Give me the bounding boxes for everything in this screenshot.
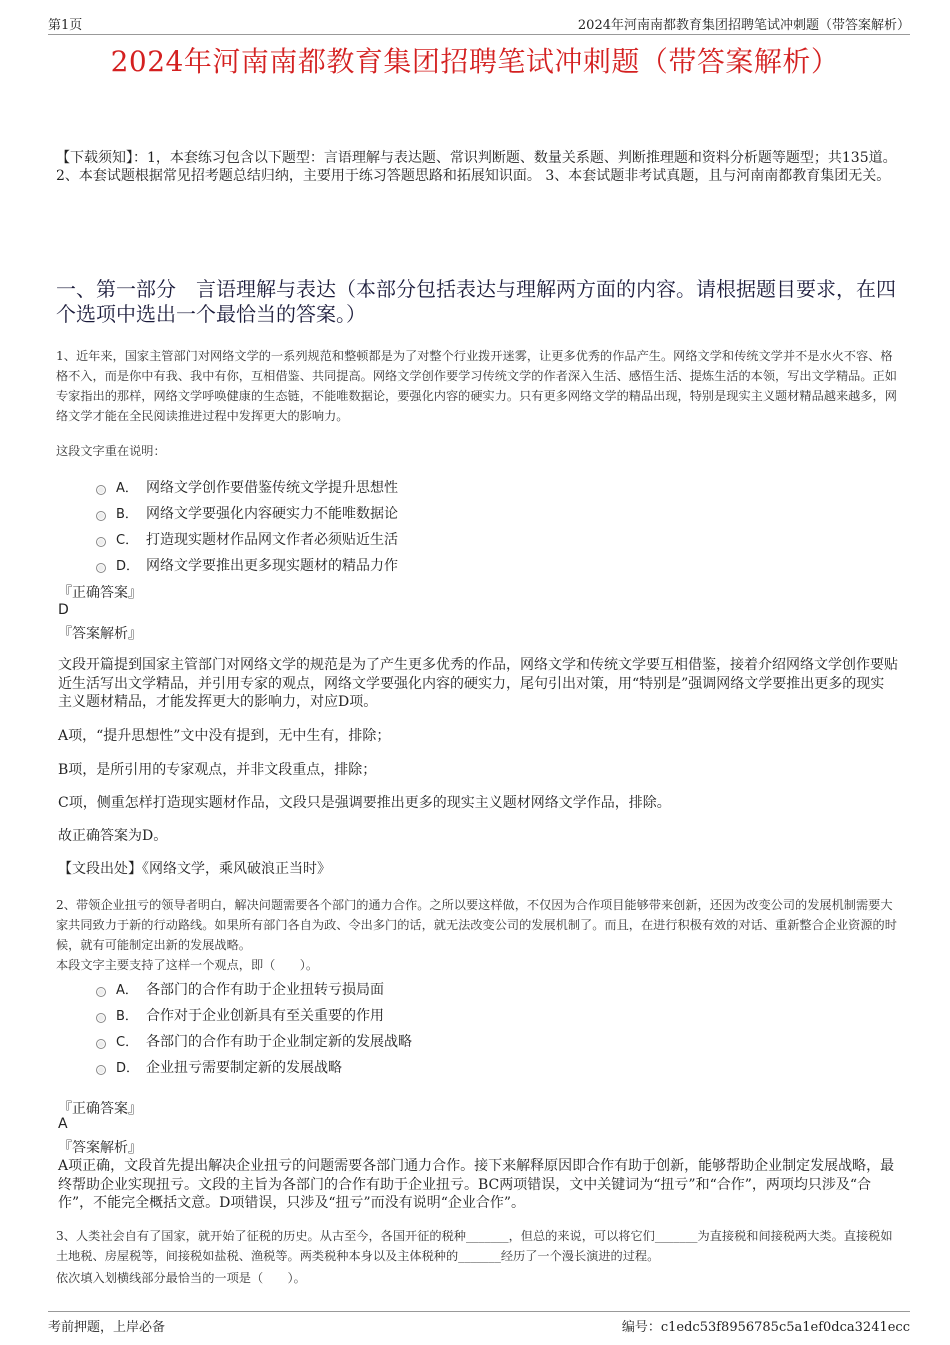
- header-doc-title: 2024年河南南都教育集团招聘笔试冲刺题（带答案解析）: [577, 18, 910, 33]
- radio-icon[interactable]: [96, 1013, 106, 1023]
- question-2-option-a[interactable]: A． 各部门的合作有助于企业扭转亏损局面: [96, 979, 384, 999]
- question-1-analysis-a: A项，“提升思想性”文中没有提到，无中生有，排除；: [58, 728, 391, 744]
- question-1-answer: D: [58, 602, 69, 618]
- question-1-analysis-label: 『答案解析』: [58, 626, 142, 642]
- footer-slogan: 考前押题，上岸必备: [48, 1320, 166, 1335]
- download-notice: 【下载须知】：1，本套练习包含以下题型：言语理解与表达题、常识判断题、数量关系题、判断推理题和资料分析题等题型；共135道。 2、本套试题根据常见招考题总结归纳，主要用于练习答题思路和拓展知识面。 3、本套试题非考试真题，且与河南南都教育集团无关。: [56, 150, 897, 184]
- radio-icon[interactable]: [96, 1065, 106, 1075]
- question-1-stem: 1、近年来，国家主管部门对网络文学的一系列规范和整顿都是为了对整个行业拨开迷雾，让更多优秀的作品产生。网络文学和传统文学并不是水火不容、格格不入，而是你中有我、我中有你，互相借鉴、共同提高。网络文学创作要学习传统文学的作者深入生活、感悟生活、提炼生活的本领，写出文学精品。正如专家指出的那样，网络文学呼唤健康的生态链，不能唯数据论，要强化内容的硬实力。只有更多网络文学的精品出现，特别是现实主义题材精品越来越多，网络文学才能在全民阅读推进过程中发挥更大的影响力。: [56, 349, 897, 423]
- question-2-answer-label: 『正确答案』: [58, 1101, 142, 1117]
- question-2-stem: 2、带领企业扭亏的领导者明白，解决问题需要各个部门的通力合作。之所以要这样做，不仅因为合作项目能够带来创新，还因为改变公司的发展机制需要大家共同致力于新的行动路线。如果所有部门各自为政、令出多门的话，就无法改变公司的发展机制了。而且，在进行积极有效的对话、重新整合企业资源的时候，就有可能制定出新的发展战略。: [56, 898, 897, 952]
- section-heading: 一、第一部分 言语理解与表达（本部分包括表达与理解两方面的内容。请根据题目要求，在四个选项中选出一个最恰当的答案。）: [56, 277, 896, 326]
- question-2-analysis-label: 『答案解析』: [58, 1140, 142, 1156]
- question-1-conclusion: 故正确答案为D。: [58, 828, 168, 844]
- question-1-prompt: 这段文字重在说明：: [56, 444, 166, 458]
- radio-icon[interactable]: [96, 537, 106, 547]
- question-1-analysis-c: C项，侧重怎样打造现实题材作品，文段只是强调要推出更多的现实主义题材网络文学作品，排除。: [58, 795, 671, 811]
- question-3-prompt: 依次填入划横线部分最恰当的一项是（ ）。: [56, 1271, 306, 1285]
- radio-icon[interactable]: [96, 1039, 106, 1049]
- question-1-option-b[interactable]: B． 网络文学要强化内容硬实力不能唯数据论: [96, 503, 398, 523]
- question-1-source: 【文段出处】《网络文学，乘风破浪正当时》: [58, 861, 331, 877]
- question-1-option-c[interactable]: C． 打造现实题材作品网文作者必须贴近生活: [96, 529, 398, 549]
- page-header: [48, 14, 910, 35]
- radio-icon[interactable]: [96, 511, 106, 521]
- question-1-answer-label: 『正确答案』: [58, 585, 142, 601]
- question-2-answer: A: [58, 1116, 68, 1132]
- page-footer: [48, 1311, 910, 1334]
- question-2-option-d[interactable]: D． 企业扭亏需要制定新的发展战略: [96, 1057, 342, 1077]
- question-3-stem: 3、人类社会自有了国家，就开始了征税的历史。从古至今，各国开征的税种_______，但总的来说，可以将它们_______为直接税和间接税两大类。直接税如土地税、房屋税等，间接税如盐税、渔税等。两类税种本身以及主体税种的_______经历了一个漫长演进的过程。: [56, 1229, 893, 1263]
- question-1-option-a[interactable]: A． 网络文学创作要借鉴传统文学提升思想性: [96, 477, 398, 497]
- radio-icon[interactable]: [96, 563, 106, 573]
- document-title: 2024年河南南都教育集团招聘笔试冲刺题（带答案解析）: [110, 45, 840, 78]
- question-2-analysis: A项正确，文段首先提出解决企业扭亏的问题需要各部门通力合作。接下来解释原因即合作有助于创新，能够帮助企业制定发展战略，最终帮助企业实现扭亏。文段的主旨为各部门的合作有助于企业扭亏。BC两项错误，文中关键词为“扭亏”和“合作”，两项均只涉及“合作”，不能完全概括文意。D项错误，只涉及“扭亏”而没有说明“企业合作”。: [58, 1158, 895, 1211]
- question-1-analysis-b: B项，是所引用的专家观点，并非文段重点，排除；: [58, 762, 377, 778]
- radio-icon[interactable]: [96, 485, 106, 495]
- question-2-option-b[interactable]: B． 合作对于企业创新具有至关重要的作用: [96, 1005, 384, 1025]
- page-number: 第1页: [48, 18, 83, 33]
- radio-icon[interactable]: [96, 987, 106, 997]
- question-2-option-c[interactable]: C． 各部门的合作有助于企业制定新的发展战略: [96, 1031, 412, 1051]
- question-1-analysis-main: 文段开篇提到国家主管部门对网络文学的规范是为了产生更多优秀的作品，网络文学和传统文学要互相借鉴，接着介绍网络文学创作要贴近生活写出文学精品，并引用专家的观点，网络文学要强化内容的硬实力，尾句引出对策，用“特别是”强调网络文学要推出更多的现实主义题材精品，才能发挥更大的影响力，对应D项。: [58, 657, 898, 710]
- question-1-option-d[interactable]: D． 网络文学要推出更多现实题材的精品力作: [96, 555, 398, 575]
- footer-serial: 编号：c1edc53f8956785c5a1ef0dca3241ecc: [621, 1320, 910, 1335]
- question-2-prompt: 本段文字主要支持了这样一个观点，即（ ）。: [56, 958, 319, 972]
